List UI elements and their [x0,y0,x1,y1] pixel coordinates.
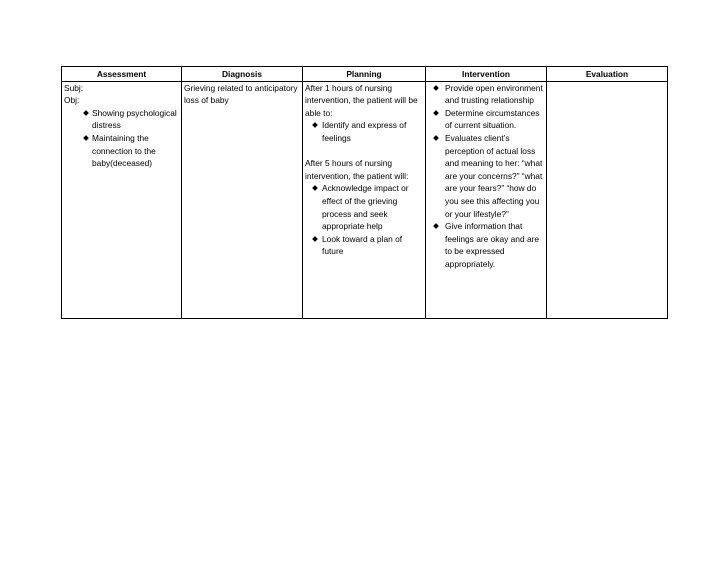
header-planning: Planning [303,67,426,82]
list-item [428,220,544,270]
list-item-text: Give information that feelings are okay and are to be expressed appropriately. [445,221,540,269]
diamond-bullet-icon [312,236,318,242]
list-item [428,82,544,107]
table-row [62,81,668,318]
list-item-text: Acknowledge impact or effect of the grieving process and seek appropriate help [322,183,409,232]
intervention-bullet-list [428,82,544,271]
planning-intro-2: After 5 hours of nursing intervention, the patient will: [305,158,409,181]
list-item-text: Identify and express of feelings [322,120,407,143]
diagnosis-cell [182,81,303,318]
planning-intro-1: After 1 hours of nursing intervention, the patient will be able to: [305,82,418,118]
diamond-bullet-icon [433,110,439,116]
header-evaluation: Evaluation [547,67,668,82]
nursing-care-plan-table [61,66,668,319]
header-row [62,67,668,82]
assessment-cell [62,81,182,318]
header-assessment: Assessment [62,67,182,82]
diamond-bullet-icon [433,223,439,229]
list-item [305,119,423,144]
planning-bullet-list-2 [305,182,423,258]
list-item-text: Showing psychological distress [92,107,177,131]
list-item [428,107,544,132]
header-intervention: Intervention [426,67,547,82]
list-item-text: Determine circumstances of current situation. [445,107,540,131]
list-item [64,107,179,132]
list-item-text: Provide open environment and trusting relationship [445,82,543,106]
planning-bullet-list-1 [305,119,423,144]
subjective-label: Subj: [64,82,84,93]
evaluation-cell [547,81,668,318]
assessment-bullet-list [64,107,179,170]
list-item-text: Maintaining the connection to the baby(deceased) [92,132,156,169]
list-item-text: Look toward a plan of future [322,233,403,257]
diamond-bullet-icon [433,135,439,141]
header-diagnosis: Diagnosis [182,67,303,82]
intervention-cell [426,81,547,318]
diagnosis-text: Grieving related to anticipatory loss of baby [184,82,298,106]
list-item [428,132,544,220]
diamond-bullet-icon [83,110,89,116]
diamond-bullet-icon [312,186,318,192]
list-item [305,233,423,258]
diamond-bullet-icon [433,85,439,91]
list-item-text: Evaluates client’s perception of actual loss and meaning to her: “what are your concerns?” “what are your fears?” “how do you see this affecting you or your lifestyle?” [445,132,543,219]
spacer [305,145,423,158]
diamond-bullet-icon [83,135,89,141]
planning-cell [303,81,426,318]
diamond-bullet-icon [312,123,318,129]
list-item [305,182,423,232]
list-item [64,132,179,170]
objective-label: Obj: [64,95,80,106]
